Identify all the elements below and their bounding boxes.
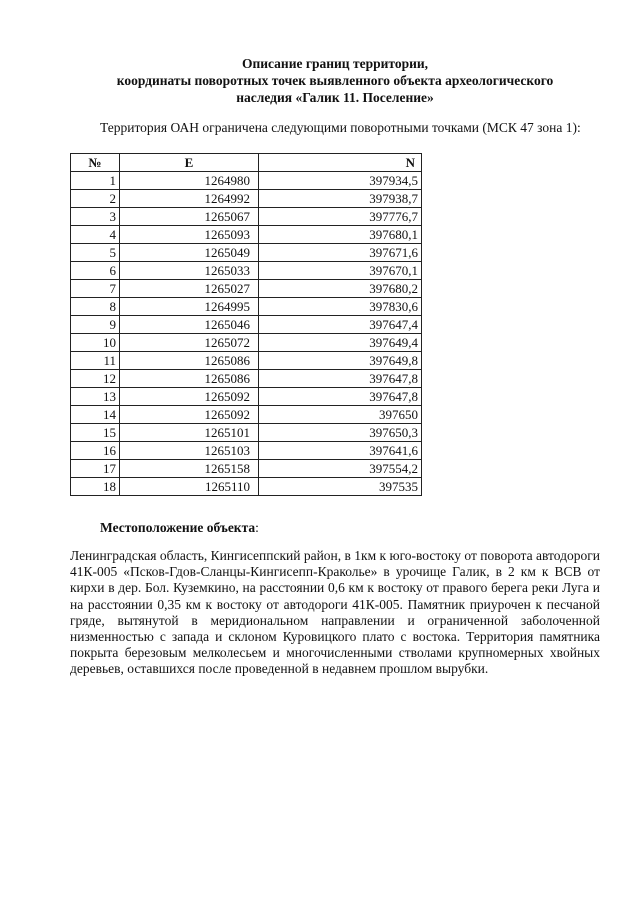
table-row	[71, 478, 422, 496]
coord-n: 397938,7	[259, 190, 422, 208]
coord-e: 1265049	[120, 244, 259, 262]
coord-n: 397776,7	[259, 208, 422, 226]
coord-n: 397671,6	[259, 244, 422, 262]
coord-e: 1264992	[120, 190, 259, 208]
coord-e: 1265046	[120, 316, 259, 334]
coord-e: 1265067	[120, 208, 259, 226]
document-title	[70, 55, 600, 106]
table-row	[71, 424, 422, 442]
location-heading-colon: :	[255, 520, 259, 535]
point-number: 4	[71, 226, 120, 244]
point-number: 7	[71, 280, 120, 298]
coord-n: 397649,4	[259, 334, 422, 352]
table-row	[71, 244, 422, 262]
point-number: 12	[71, 370, 120, 388]
coord-n: 397641,6	[259, 442, 422, 460]
coord-n: 397680,2	[259, 280, 422, 298]
coord-e: 1265103	[120, 442, 259, 460]
point-number: 11	[71, 352, 120, 370]
header-e: E	[120, 154, 259, 172]
coord-n: 397647,4	[259, 316, 422, 334]
table-row	[71, 352, 422, 370]
point-number: 3	[71, 208, 120, 226]
coord-n: 397934,5	[259, 172, 422, 190]
coord-n: 397535	[259, 478, 422, 496]
point-number: 5	[71, 244, 120, 262]
header-n: N	[259, 154, 422, 172]
point-number: 16	[71, 442, 120, 460]
coord-n: 397649,8	[259, 352, 422, 370]
table-row	[71, 334, 422, 352]
title-line-1: Описание границ территории,	[241, 56, 429, 71]
point-number: 8	[71, 298, 120, 316]
coord-e: 1265033	[120, 262, 259, 280]
location-heading-text: Местоположение объекта	[100, 520, 256, 535]
table-row	[71, 370, 422, 388]
point-number: 15	[71, 424, 120, 442]
table-header-row	[71, 154, 422, 172]
coord-n: 397647,8	[259, 370, 422, 388]
intro-text: Территория ОАН ограничена следующими поворотными точками (МСК 47 зона 1):	[100, 120, 581, 135]
coord-e: 1265086	[120, 370, 259, 388]
table-body	[71, 172, 422, 496]
point-number: 6	[71, 262, 120, 280]
intro-paragraph	[70, 120, 600, 136]
title-line-2: координаты поворотных точек выявленного объекта археологического	[116, 73, 554, 88]
coord-n: 397650,3	[259, 424, 422, 442]
point-number: 10	[71, 334, 120, 352]
table-row	[71, 388, 422, 406]
coord-e: 1265086	[120, 352, 259, 370]
coord-e: 1265072	[120, 334, 259, 352]
coord-e: 1265092	[120, 388, 259, 406]
table-row	[71, 442, 422, 460]
coord-n: 397650	[259, 406, 422, 424]
coord-n: 397670,1	[259, 262, 422, 280]
coord-e: 1265093	[120, 226, 259, 244]
point-number: 9	[71, 316, 120, 334]
coord-n: 397830,6	[259, 298, 422, 316]
coord-e: 1265027	[120, 280, 259, 298]
table-row	[71, 226, 422, 244]
coord-e: 1264980	[120, 172, 259, 190]
title-line-3: наследия «Галик 11. Поселение»	[236, 90, 434, 105]
coord-n: 397554,2	[259, 460, 422, 478]
table-row	[71, 280, 422, 298]
location-heading	[100, 520, 259, 536]
table-row	[71, 460, 422, 478]
header-num: №	[71, 154, 120, 172]
point-number: 13	[71, 388, 120, 406]
table-row	[71, 262, 422, 280]
coord-n: 397647,8	[259, 388, 422, 406]
coord-e: 1264995	[120, 298, 259, 316]
coord-e: 1265092	[120, 406, 259, 424]
location-description: Ленинградская область, Кингисеппский район, в 1км к юго-востоку от поворота автодороги 41К-005 «Псков-Гдов-Сланцы-Кингисепп-Краколье» в урочище Галик, в 2 км к ВСВ от кирхи в дер. Бол. Куземкино, на расстоянии 0,6 км к востоку от правого берега реки Луга и на расстоянии 0,35 км к востоку от автодороги 41К-005. Памятник приурочен к песчаной гряде, вытянутой в меридиональном направлении и ограниченной заболоченной низменностью с запада и склоном Куровицкого плато с востока. Территория памятника покрыта березовым мелколесьем и многочисленными стволами крупномерных хвойных деревьев, оставшихся после проведенной в недавнем прошлом вырубки.	[70, 548, 600, 677]
coordinates-table	[70, 153, 422, 496]
table-row	[71, 208, 422, 226]
point-number: 18	[71, 478, 120, 496]
table-row	[71, 298, 422, 316]
point-number: 17	[71, 460, 120, 478]
table-row	[71, 406, 422, 424]
table-row	[71, 172, 422, 190]
table-row	[71, 316, 422, 334]
coord-e: 1265110	[120, 478, 259, 496]
point-number: 2	[71, 190, 120, 208]
point-number: 1	[71, 172, 120, 190]
coord-n: 397680,1	[259, 226, 422, 244]
point-number: 14	[71, 406, 120, 424]
coord-e: 1265101	[120, 424, 259, 442]
coord-e: 1265158	[120, 460, 259, 478]
table-row	[71, 190, 422, 208]
